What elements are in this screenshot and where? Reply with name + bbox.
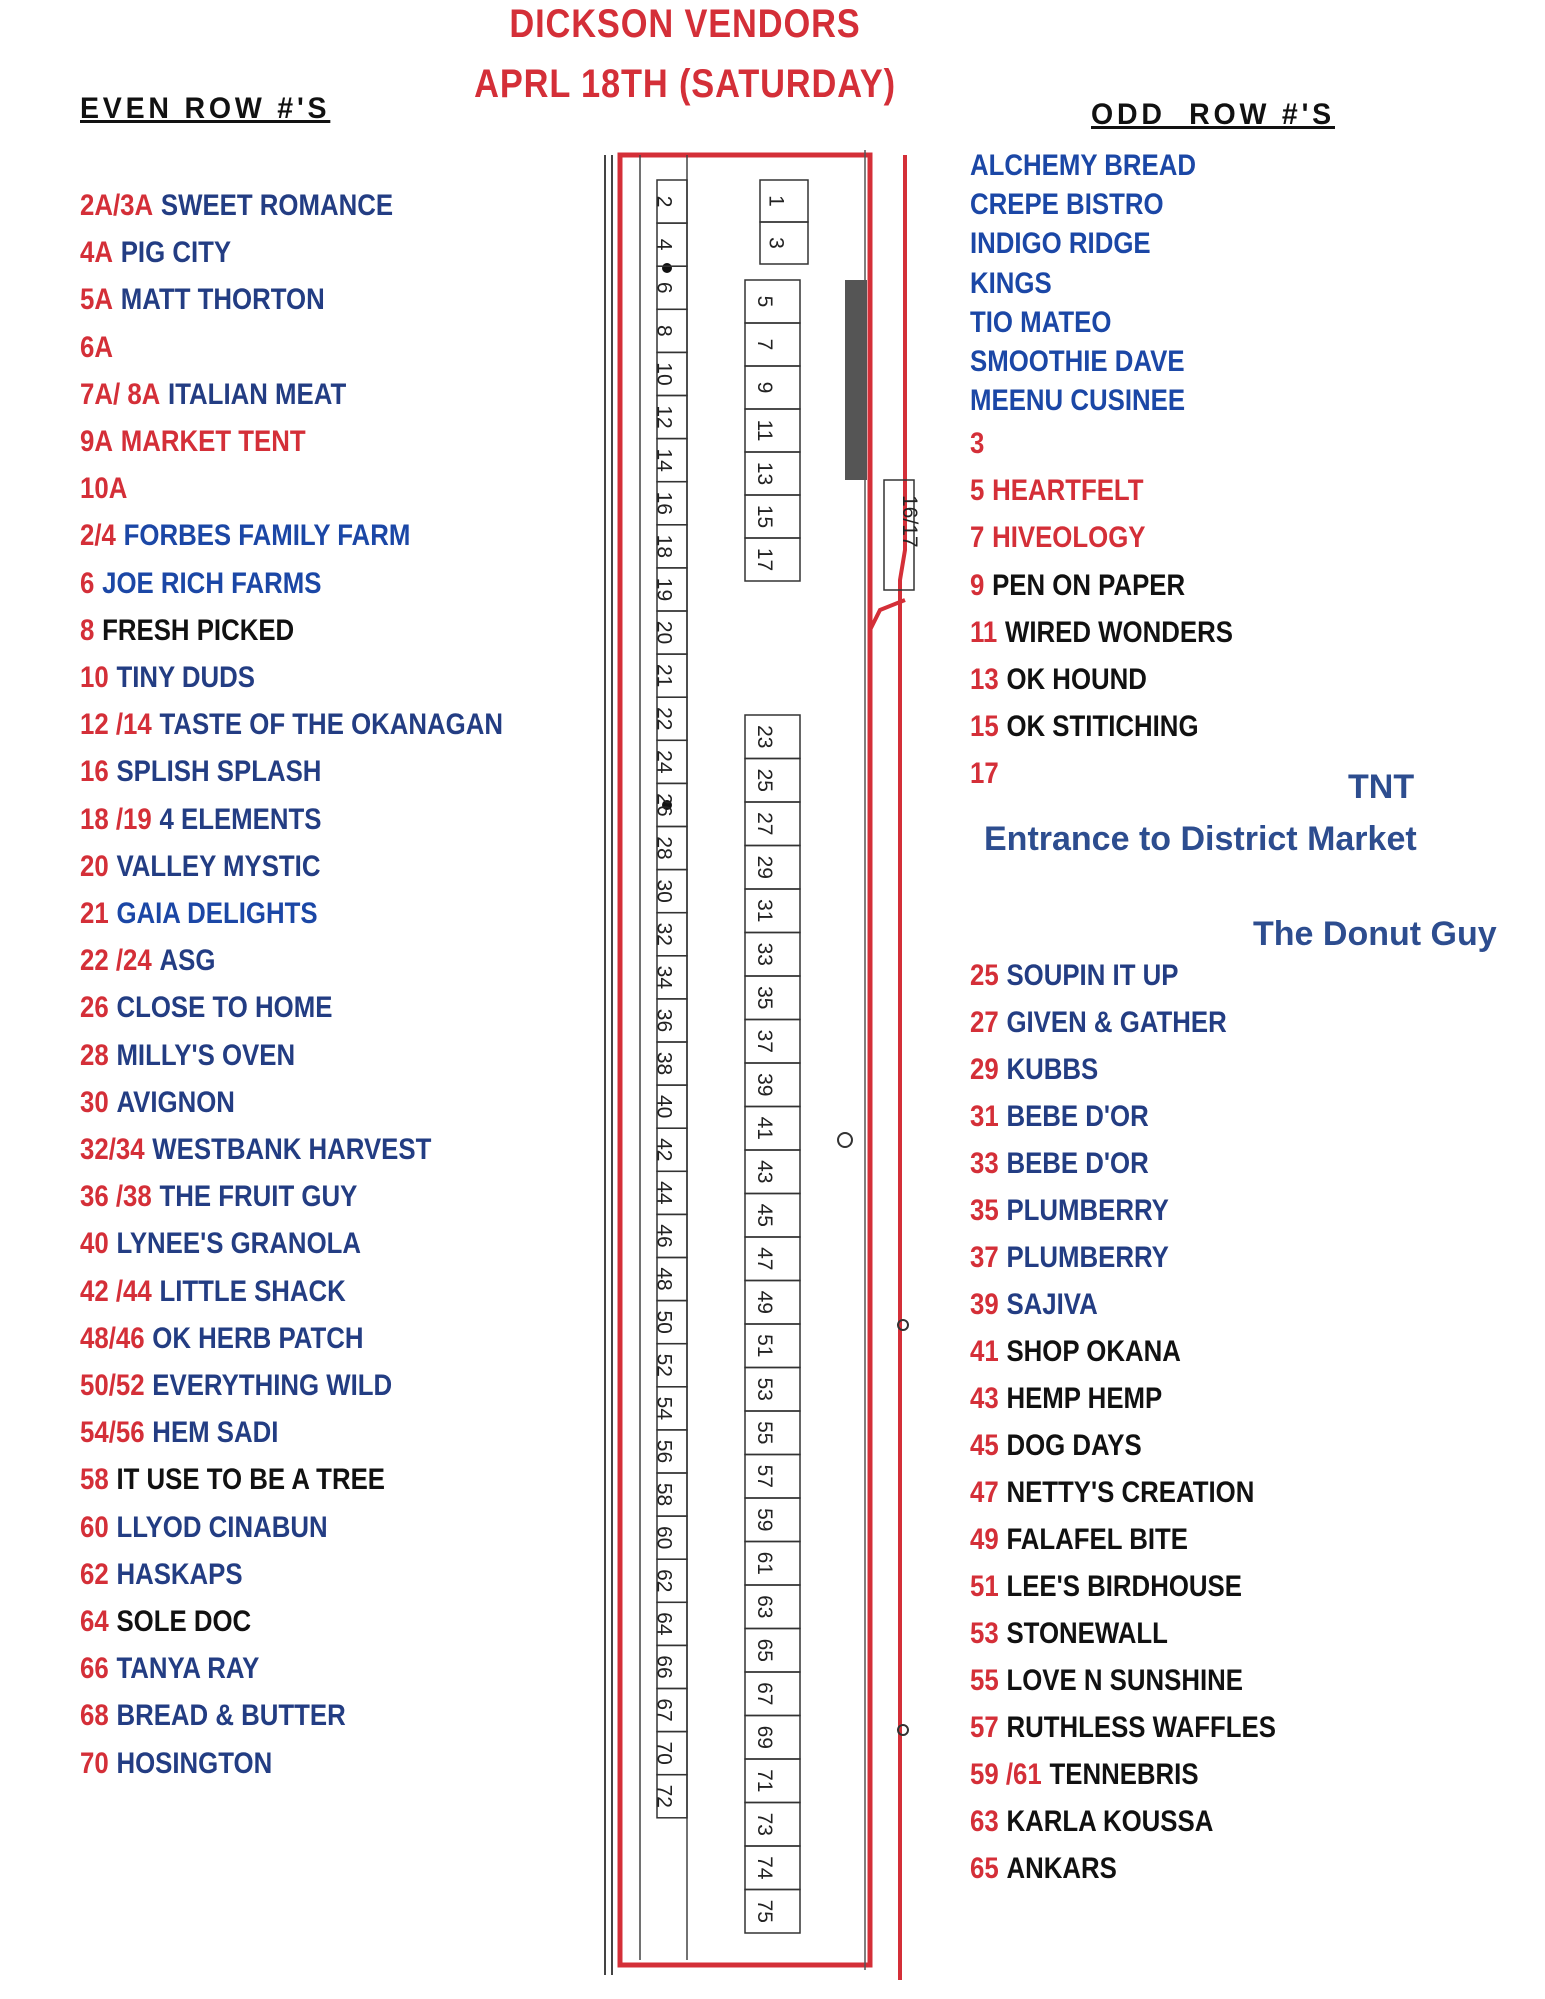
vendor-name: SPLISH SPLASH [116,755,322,789]
odd-vendor-row [970,426,992,462]
even-vendor-row [80,424,306,460]
vendor-name: HEARTFELT [992,474,1144,507]
stall-1-label: 1 [764,195,788,207]
stall-number: 64 [80,1605,109,1638]
stall-number: 68 [80,1699,109,1733]
vendor-name: HEMP HEMP [1006,1382,1163,1415]
stall-number: 53 [970,1617,999,1650]
stall-12-label: 12 [652,405,676,429]
stall-number: 66 [80,1652,109,1686]
odd-vendor-row [970,1334,1181,1370]
stall-60-label: 60 [652,1525,676,1550]
entrance-note: Entrance to District Market [984,820,1417,858]
stall-number: 63 [970,1805,999,1838]
vendor-name: STONEWALL [1006,1617,1168,1650]
stall-51-label: 51 [753,1334,777,1358]
vendor-name: ALCHEMY BREAD [970,149,1197,182]
vendor-name: LYNEE'S GRANOLA [116,1227,362,1261]
stall-40-label: 40 [652,1094,676,1119]
stall-number: 45 [970,1429,999,1462]
stall-47-label: 47 [753,1247,777,1271]
stall-number: 11 [970,616,998,649]
stall-49-label: 49 [753,1290,777,1314]
vendor-name: OK HERB PATCH [152,1321,364,1355]
vendor-name: LEE'S BIRDHOUSE [1006,1570,1242,1603]
vendor-name: PLUMBERRY [1006,1194,1169,1227]
even-vendor-row [80,1415,278,1451]
vendor-name: LITTLE SHACK [159,1274,346,1308]
stall-number: 33 [970,1147,999,1180]
stall-number: 25 [970,959,999,992]
stall-20-label: 20 [652,620,676,645]
odd-vendor-row [970,266,1052,302]
odd-vendor-row [970,1005,1227,1041]
stall-15-label: 15 [753,504,777,529]
side-stall-label: 16/17 [898,495,921,548]
even-vendor-row [80,282,325,318]
odd-vendor-row [970,1052,1098,1088]
stall-number: 13 [970,663,999,696]
stall-number: 8 [80,613,95,647]
stall-43-label: 43 [753,1160,777,1184]
vendor-name: PEN ON PAPER [992,569,1186,602]
stall-2-label: 2 [652,195,676,208]
vendor-name: TIO MATEO [970,306,1112,339]
odd-vendor-row [970,1475,1254,1511]
odd-vendor-row [970,662,1147,698]
stall-number: 27 [970,1006,999,1039]
even-vendor-row [80,1226,361,1262]
stall-number: 4A [80,236,113,270]
stall-6-label: 6 [652,281,676,294]
stall-16-label: 16 [652,491,676,515]
stall-14-label: 14 [652,448,676,472]
even-vendor-row [80,188,393,224]
vendor-name: NETTY'S CREATION [1006,1476,1255,1509]
stall-number: 30 [80,1085,109,1119]
odd-vendor-row [970,1710,1276,1746]
odd-vendor-row [970,568,1185,604]
vendor-name: AVIGNON [116,1085,235,1119]
stall-number: 41 [970,1335,999,1368]
stall-number: 47 [970,1476,999,1509]
stall-31-label: 31 [753,899,777,923]
donut-guy-note: The Donut Guy [1253,915,1497,953]
even-vendor-row [80,1746,272,1782]
odd-vendor-row [970,344,1185,380]
stall-21-label: 21 [652,663,676,688]
stall-number: 9 [970,569,985,602]
even-rows-heading: EVEN ROW #'S [80,92,331,125]
vendor-name: ANKARS [1006,1852,1117,1885]
stall-number: 42 /44 [80,1274,152,1308]
vendor-name: SMOOTHIE DAVE [970,345,1185,378]
stall-71-label: 71 [753,1769,777,1793]
stall-7-label: 7 [753,338,777,351]
vendor-name: CREPE BISTRO [970,188,1164,221]
odd-vendor-row [970,148,1196,184]
vendor-name: VALLEY MYSTIC [116,849,321,883]
odd-vendor-row [970,520,1145,556]
stall-18-label: 18 [652,534,676,559]
site-map [600,150,930,1980]
stall-61-label: 61 [753,1551,777,1575]
stall-26-label: 26 [652,793,676,817]
tnt-note: TNT [1348,768,1415,806]
vendor-name: HEM SADI [152,1416,279,1450]
stall-33-label: 33 [753,942,777,966]
stall-67-label: 67 [652,1698,676,1722]
vendor-name: 4 ELEMENTS [159,802,322,836]
stall-number: 17 [970,757,999,790]
stall-5-label: 5 [753,295,777,308]
vendor-name: SOLE DOC [116,1605,252,1638]
vendor-name: WESTBANK HARVEST [152,1133,432,1166]
stall-62-label: 62 [652,1569,676,1593]
stall-number: 65 [970,1852,999,1885]
stall-73-label: 73 [753,1812,777,1836]
even-vendor-row [80,707,503,743]
even-vendor-row [80,1038,295,1074]
vendor-name: IT USE TO BE A TREE [116,1463,385,1497]
odd-vendor-row [970,305,1111,341]
vendor-name: SHOP OKANA [1006,1335,1181,1368]
odd-vendor-row [970,1099,1149,1135]
odd-vendor-row [970,383,1185,419]
vendor-name: HIVEOLOGY [992,521,1146,554]
stall-number: 16 [80,755,109,789]
stall-number: 40 [80,1227,109,1261]
even-vendor-row [80,1085,235,1121]
vendor-name: KARLA KOUSSA [1006,1805,1214,1838]
odd-vendor-row [970,756,1006,792]
stall-59-label: 59 [753,1508,777,1532]
even-vendor-row [80,1651,259,1687]
stall-64-label: 64 [652,1612,676,1636]
vendor-name: BREAD & BUTTER [116,1699,346,1733]
vendor-name: SAJIVA [1006,1288,1098,1321]
stall-number: 21 [80,897,109,930]
odd-vendor-row [970,1851,1117,1887]
stall-number: 3 [970,427,985,460]
odd-vendor-row [970,1522,1188,1558]
stall-number: 7A/ 8A [80,377,161,411]
vendor-name: CLOSE TO HOME [116,991,333,1025]
vendor-name: TENNEBRIS [1049,1758,1199,1791]
odd-vendor-row [970,1569,1242,1605]
stall-number: 28 [80,1038,109,1072]
stall-number: 39 [970,1288,999,1321]
even-vendor-row [80,1132,431,1168]
stall-number: 35 [970,1194,999,1227]
stall-28-label: 28 [652,836,676,860]
title-line-2: APRL 18TH (SATURDAY) [474,62,896,106]
even-vendor-row [80,990,332,1026]
even-vendor-row [80,1604,251,1640]
vendor-name: KINGS [970,267,1052,300]
stall-number: 22 /24 [80,944,152,978]
odd-vendor-row [970,473,1144,509]
even-vendor-row [80,1462,385,1498]
stall-52-label: 52 [652,1353,676,1377]
title-line-1: DICKSON VENDORS [509,2,861,46]
stall-11-label: 11 [753,419,777,442]
stall-number: 31 [970,1100,999,1133]
vendor-name: THE FRUIT GUY [159,1180,358,1214]
even-vendor-row [80,849,320,885]
stall-57-label: 57 [753,1464,777,1488]
stall-39-label: 39 [753,1073,777,1097]
stall-50-label: 50 [652,1310,676,1334]
stall-36-label: 36 [652,1008,676,1033]
vendor-name: MEENU CUSINEE [970,384,1186,417]
vendor-name: GAIA DELIGHTS [116,897,318,930]
vendor-name: HOSINGTON [116,1746,273,1780]
vendor-name: FORBES FAMILY FARM [123,519,411,553]
stall-number: 2A/3A [80,189,154,222]
stall-number: 6 [80,566,95,600]
stall-32-label: 32 [652,922,676,946]
vendor-name: WIRED WONDERS [1005,616,1233,649]
odd-vendor-row [970,1663,1243,1699]
stall-67-label: 67 [753,1682,777,1706]
vendor-name: MILLY'S OVEN [116,1038,296,1072]
vendor-name: HASKAPS [116,1557,243,1591]
vendor-name: OK STITICHING [1006,710,1199,743]
stall-70-label: 70 [652,1741,676,1765]
stall-number: 62 [80,1557,109,1591]
stall-4-label: 4 [652,238,676,251]
stall-29-label: 29 [753,855,777,879]
stall-number: 37 [970,1241,999,1274]
even-vendor-row [80,1510,328,1546]
even-vendor-row [80,471,135,507]
stall-58-label: 58 [652,1482,676,1507]
stall-number: 50/52 [80,1369,145,1402]
vendor-name: FALAFEL BITE [1006,1523,1189,1556]
stall-63-label: 63 [753,1595,777,1619]
stall-number: 55 [970,1664,999,1697]
stall-number: 59 /61 [970,1758,1042,1791]
stall-69-label: 69 [753,1725,777,1749]
odd-vendor-row [970,1240,1169,1276]
vendor-name: BEBE D'OR [1006,1100,1149,1133]
vendor-name: DOG DAYS [1006,1429,1142,1462]
stall-55-label: 55 [753,1421,777,1445]
even-vendor-row [80,754,321,790]
stall-48-label: 48 [652,1267,676,1291]
stall-42-label: 42 [652,1138,676,1162]
stall-number: 57 [970,1711,999,1744]
vendor-name: PLUMBERRY [1006,1241,1169,1274]
vendor-name: OK HOUND [1006,663,1147,696]
stall-10-label: 10 [652,362,676,386]
stall-number: 5A [80,283,113,317]
vendor-name: EVERYTHING WILD [152,1369,393,1402]
vendor-name: GIVEN & GATHER [1006,1006,1227,1039]
vendor-name: SOUPIN IT UP [1006,959,1179,992]
stall-number: 51 [970,1570,999,1603]
stall-number: 26 [80,991,109,1025]
stall-number: 5 [970,474,985,507]
stall-35-label: 35 [753,986,777,1010]
stall-number: 29 [970,1053,999,1086]
stall-34-label: 34 [652,965,676,990]
stall-number: 36 /38 [80,1180,152,1214]
vendor-name: ASG [159,944,216,978]
odd-vendor-row [970,615,1233,651]
stall-46-label: 46 [652,1224,676,1248]
stall-number: 49 [970,1523,999,1556]
even-vendor-row [80,1321,363,1357]
stall-44-label: 44 [652,1181,676,1205]
stall-number: 10A [80,472,128,506]
stall-66-label: 66 [652,1655,676,1679]
stall-75-label: 75 [753,1899,777,1923]
stall-53-label: 53 [753,1377,777,1401]
vendor-name: LLYOD CINABUN [116,1510,328,1544]
odd-vendor-row [970,1146,1149,1182]
even-vendor-row [80,566,321,602]
vendor-name: TINY DUDS [116,661,256,694]
odd-vendor-row [970,709,1199,745]
vendor-name: PIG CITY [120,236,232,270]
vendor-name: TASTE OF THE OKANAGAN [159,708,503,742]
even-vendor-row [80,1557,243,1593]
stall-number: 12 /14 [80,708,152,742]
even-vendor-row [80,1368,392,1404]
stall-23-label: 23 [753,725,777,749]
stall-number: 48/46 [80,1321,145,1355]
stall-22-label: 22 [652,707,676,731]
stall-37-label: 37 [753,1029,777,1053]
even-vendor-row [80,1274,346,1310]
stall-number: 10 [80,661,109,694]
stall-72-label: 72 [652,1784,676,1808]
vendor-name: ITALIAN MEAT [168,377,347,411]
vendor-name: FRESH PICKED [102,613,295,647]
stall-41-label: 41 [753,1116,777,1140]
odd-vendor-row [970,1287,1098,1323]
vendor-name: MATT THORTON [120,283,325,317]
vendor-name: BEBE D'OR [1006,1147,1149,1180]
even-vendor-row [80,613,294,649]
stall-number: 58 [80,1463,109,1497]
stall-24-label: 24 [652,750,676,774]
stall-45-label: 45 [753,1203,777,1227]
stall-number: 43 [970,1382,999,1415]
vendor-name: MARKET TENT [120,425,306,458]
odd-vendor-row [970,1193,1169,1229]
stall-3-label: 3 [764,237,788,249]
stall-number: 7 [970,521,985,554]
stall-number: 54/56 [80,1416,145,1450]
stall-30-label: 30 [652,879,676,903]
stall-54-label: 54 [652,1396,676,1421]
odd-vendor-row [970,1804,1213,1840]
even-vendor-row [80,943,215,979]
odd-vendor-row [970,958,1178,994]
stall-number: 32/34 [80,1133,145,1166]
stall-9-label: 9 [753,381,777,394]
even-vendor-row [80,896,318,932]
stall-65-label: 65 [753,1638,777,1662]
stall-13-label: 13 [753,461,777,486]
even-vendor-row [80,802,321,838]
stall-number: 70 [80,1746,109,1780]
stall-number: 2/4 [80,519,116,553]
vendor-name: KUBBS [1006,1053,1099,1086]
vendor-name: LOVE N SUNSHINE [1006,1664,1243,1697]
stall-74-label: 74 [753,1856,777,1880]
stall-8-label: 8 [652,325,676,337]
even-vendor-row [80,330,121,366]
odd-vendor-row [970,187,1164,223]
stall-19-label: 19 [652,577,676,602]
vendor-name: INDIGO RIDGE [970,227,1151,260]
stall-number: 20 [80,849,109,883]
stall-17-label: 17 [753,547,777,572]
stall-number: 60 [80,1510,109,1544]
odd-rows-heading: ODD ROW #'S [1091,98,1335,131]
odd-vendor-row [970,1381,1162,1417]
even-vendor-row [80,660,255,696]
odd-vendor-row [970,1616,1168,1652]
stall-25-label: 25 [753,768,777,792]
even-vendor-row [80,235,231,271]
even-vendor-row [80,518,410,554]
vendor-name: TANYA RAY [116,1652,260,1686]
stall-number: 6A [80,330,113,364]
odd-vendor-row [970,1757,1199,1793]
even-vendor-row [80,1698,346,1734]
vendor-name: JOE RICH FARMS [102,566,322,600]
odd-vendor-row [970,1428,1142,1464]
vendor-name: SWEET ROMANCE [160,189,394,222]
stall-27-label: 27 [753,812,777,836]
even-vendor-row [80,377,346,413]
stall-number: 9A [80,425,113,458]
vendor-name: RUTHLESS WAFFLES [1006,1711,1276,1744]
stall-number: 18 /19 [80,802,152,836]
stall-number: 15 [970,710,999,743]
stall-38-label: 38 [652,1051,676,1076]
stall-56-label: 56 [652,1439,676,1464]
even-vendor-row [80,1179,357,1215]
odd-vendor-row [970,226,1151,262]
